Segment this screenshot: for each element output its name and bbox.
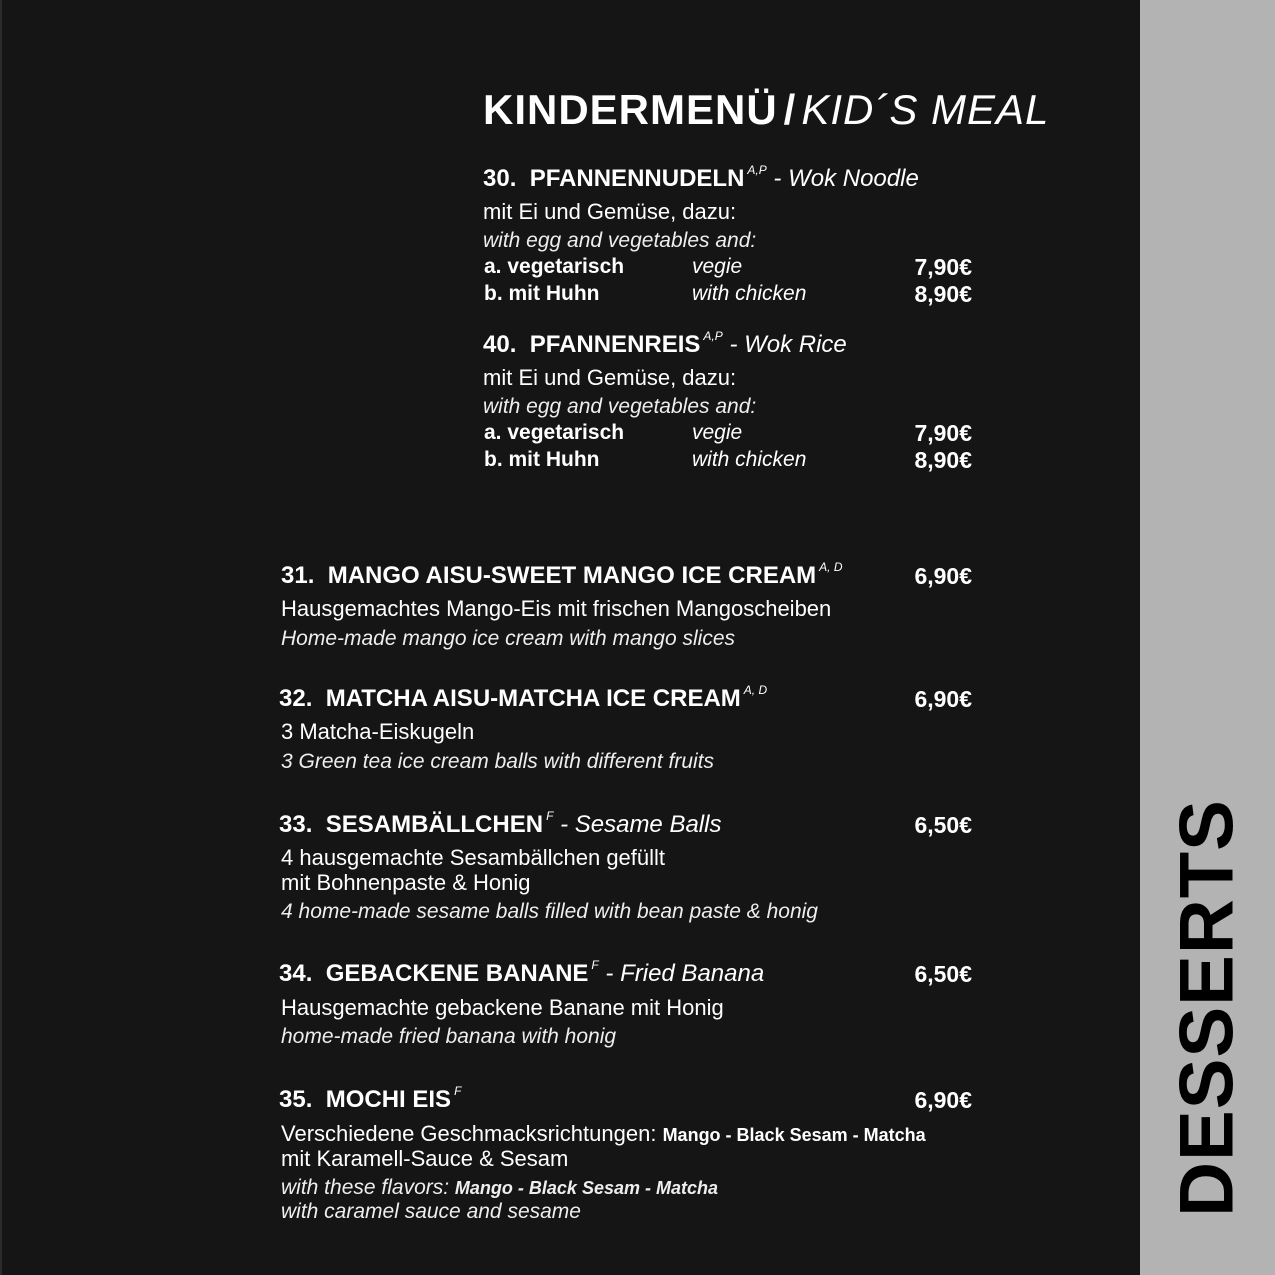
option-english: with chicken (692, 448, 807, 471)
section-label-desserts: DESSERTS (1164, 799, 1250, 1217)
dessert-description-en: Home-made mango ice cream with mango slices (281, 627, 736, 650)
option-price: 8,90€ (914, 447, 972, 473)
dessert-description-de: 3 Matcha-Eiskugeln (281, 719, 475, 744)
dish-english-name: - Wok Noodle (773, 165, 919, 192)
dessert-description-de (281, 1121, 926, 1147)
dessert-heading (281, 562, 843, 590)
section-tab (1140, 0, 1275, 1275)
allergen-codes: F (546, 809, 554, 823)
dessert-description-de-line2: mit Karamell-Sauce & Sesam (281, 1146, 569, 1171)
dessert-number: 31. (281, 562, 315, 589)
allergen-codes: F (454, 1084, 462, 1098)
dessert-price: 6,50€ (914, 961, 972, 987)
dessert-description-en: 4 home-made sesame balls filled with bean paste & honig (281, 900, 818, 923)
option-price: 8,90€ (914, 281, 972, 307)
dish-number: 30. (483, 165, 517, 192)
flavors-intro-de: Verschiedene Geschmacksrichtungen: (281, 1121, 657, 1146)
dessert-description-en-line2: with caramel sauce and sesame (281, 1200, 581, 1223)
option-label: a. vegetarisch (484, 421, 625, 444)
allergen-codes: A, D (819, 560, 843, 574)
dish-description-en: with egg and vegetables and: (483, 395, 757, 418)
allergen-codes: F (591, 958, 599, 972)
dish-description-de: mit Ei und Gemüse, dazu: (483, 199, 737, 224)
option-label: b. mit Huhn (484, 282, 600, 305)
title-slash: / (783, 86, 796, 133)
allergen-codes: A, D (743, 683, 768, 697)
dessert-description-de: Hausgemachtes Mango-Eis mit frischen Mangoscheiben (281, 596, 832, 621)
dessert-price: 6,50€ (914, 812, 972, 838)
flavors-list-de: Mango - Black Sesam - Matcha (662, 1125, 926, 1145)
dish-description-en: with egg and vegetables and: (483, 229, 757, 252)
option-english: vegie (692, 255, 743, 278)
dish-description-de: mit Ei und Gemüse, dazu: (483, 365, 737, 390)
kids-title-en: KID´S MEAL (801, 86, 1050, 133)
dessert-heading (279, 811, 721, 839)
option-price: 7,90€ (914, 420, 972, 446)
allergen-codes: A,P (703, 329, 723, 343)
dish-name: PFANNENREIS (529, 331, 701, 358)
dessert-heading (279, 960, 764, 988)
dessert-name: MOCHI EIS (325, 1086, 452, 1113)
dessert-description-de: 4 hausgemachte Sesambällchen gefüllt (281, 845, 666, 870)
flavors-intro-en: with these flavors: (281, 1176, 450, 1199)
flavors-list-en: Mango - Black Sesam - Matcha (454, 1178, 718, 1198)
dessert-name: GEBACKENE BANANE (325, 960, 589, 987)
option-price: 7,90€ (914, 254, 972, 280)
dessert-name: MATCHA AISU-MATCHA ICE CREAM (325, 685, 741, 712)
dessert-description-en: 3 Green tea ice cream balls with different fruits (281, 750, 715, 773)
dish-english-name: - Wok Rice (729, 331, 847, 358)
kids-title-de: KINDERMENÜ (483, 86, 778, 133)
dessert-heading (279, 685, 767, 713)
option-english: vegie (692, 421, 743, 444)
dish-name: PFANNENNUDELN (529, 165, 745, 192)
dessert-number: 32. (279, 685, 313, 712)
option-english: with chicken (692, 282, 807, 305)
dish-number: 40. (483, 331, 517, 358)
dessert-price: 6,90€ (914, 1087, 972, 1113)
dish-heading (483, 331, 847, 359)
option-label: a. vegetarisch (484, 255, 625, 278)
allergen-codes: A,P (747, 163, 767, 177)
dessert-number: 35. (279, 1086, 313, 1113)
dessert-description-en: home-made fried banana with honig (281, 1025, 617, 1048)
dessert-english-name: - Fried Banana (605, 960, 765, 987)
dessert-heading (279, 1086, 461, 1114)
dessert-description-de: Hausgemachte gebackene Banane mit Honig (281, 995, 724, 1020)
dessert-english-name: - Sesame Balls (560, 811, 722, 838)
dessert-price: 6,90€ (914, 686, 972, 712)
dessert-name: MANGO AISU-SWEET MANGO ICE CREAM (327, 562, 817, 589)
dish-heading (483, 165, 919, 193)
kids-menu-title (483, 86, 1049, 134)
dessert-number: 33. (279, 811, 313, 838)
option-label: b. mit Huhn (484, 448, 600, 471)
dessert-description-de-line2: mit Bohnenpaste & Honig (281, 870, 531, 895)
dessert-number: 34. (279, 960, 313, 987)
dessert-name: SESAMBÄLLCHEN (325, 811, 544, 838)
dessert-description-en (281, 1176, 718, 1200)
dessert-price: 6,90€ (914, 563, 972, 589)
